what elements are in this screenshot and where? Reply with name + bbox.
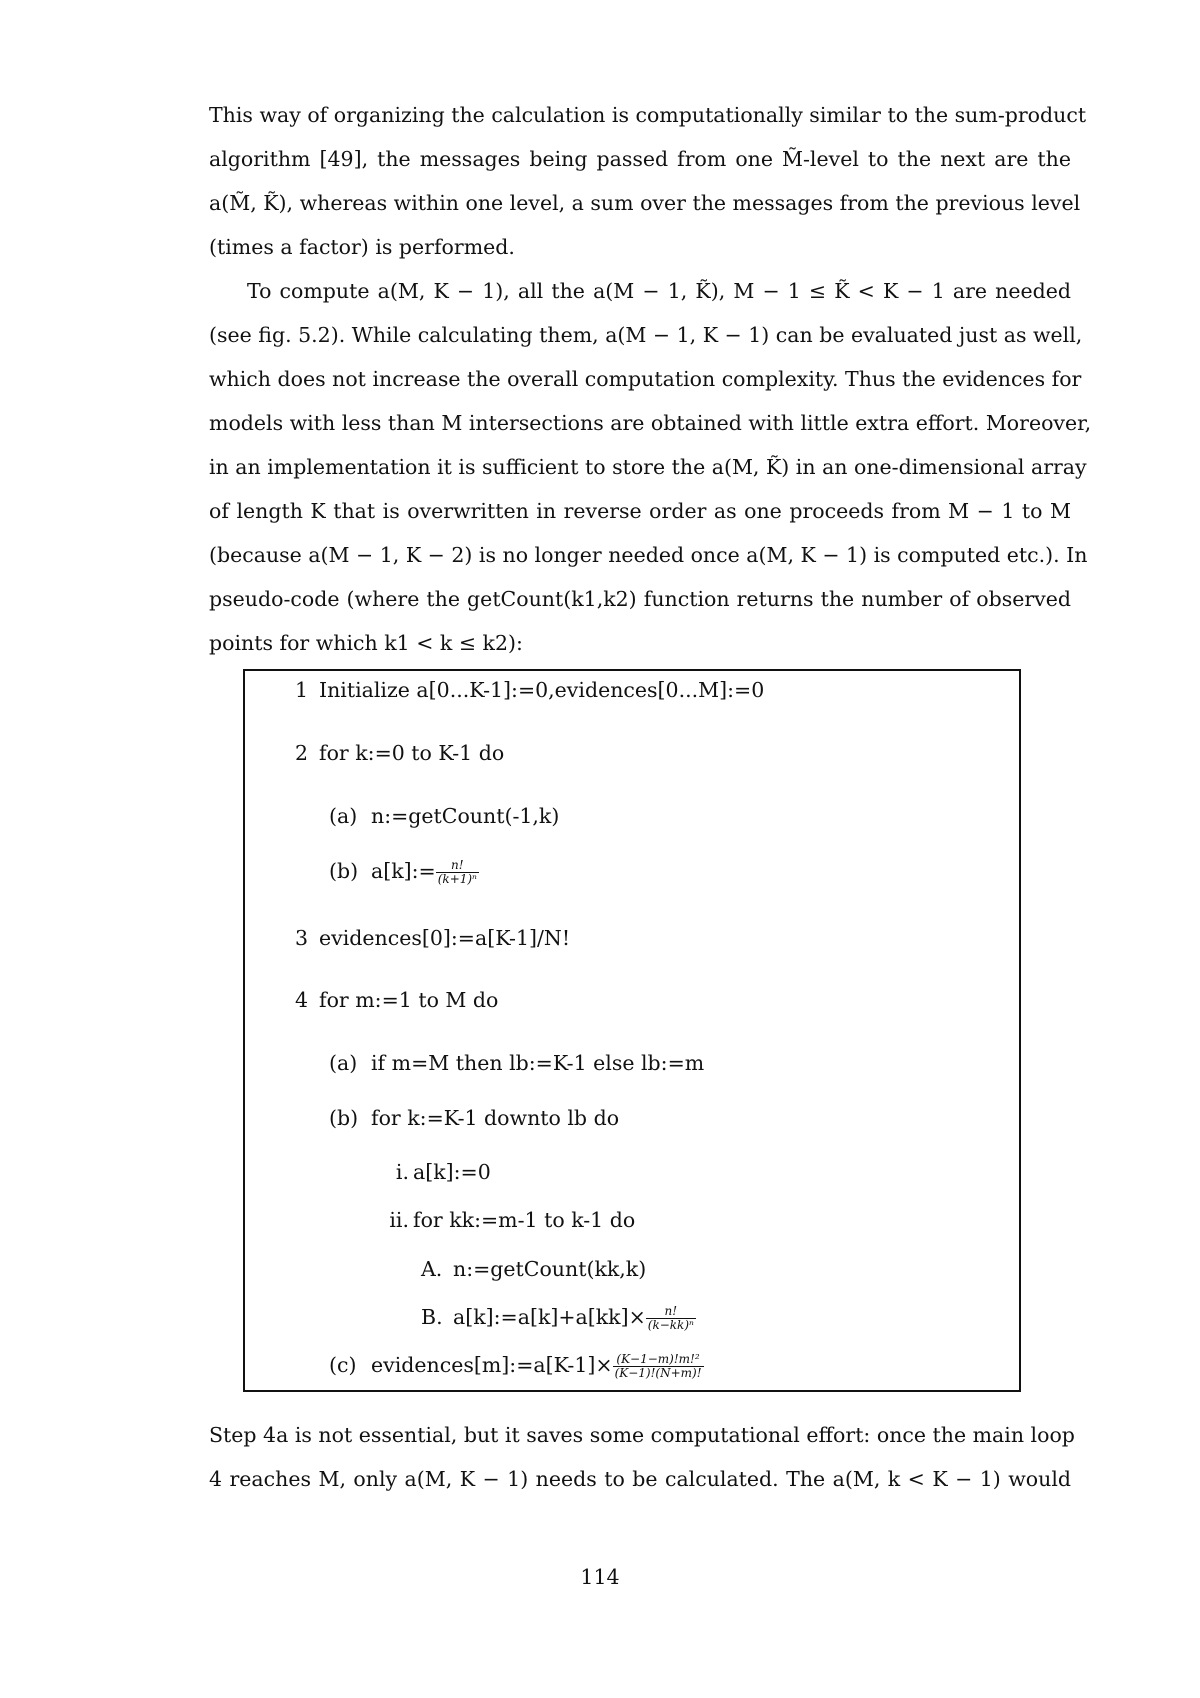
algo-step-4c xyxy=(329,1351,704,1380)
text-line: To compute a(M, K − 1), all the a(M − 1, K̃), M − 1 ≤ K̃ < K − 1 are needed xyxy=(247,279,1071,303)
step-text: a[k]:=0 xyxy=(413,1160,491,1184)
fraction xyxy=(613,1353,704,1380)
step-text: for k:=0 to K-1 do xyxy=(319,741,505,765)
step-text: a[k]:= xyxy=(371,859,436,883)
text-line: Step 4a is not essential, but it saves some computational effort: once the main loop xyxy=(209,1423,1075,1447)
step-label: ii. xyxy=(389,1208,409,1232)
step-label: B. xyxy=(421,1305,443,1329)
algo-step-4a xyxy=(329,1049,704,1077)
text-line: (because a(M − 1, K − 2) is no longer needed once a(M, K − 1) is computed etc.). In xyxy=(209,543,1088,567)
text-line: in an implementation it is sufficient to store the a(M, K̃) in an one-dimensional array xyxy=(209,455,1087,479)
algo-step-4b-ii-B xyxy=(421,1303,696,1332)
step-label: i. xyxy=(395,1160,409,1184)
step-text: if m=M then lb:=K-1 else lb:=m xyxy=(371,1051,705,1075)
text-line: of length K that is overwritten in reverse order as one proceeds from M − 1 to M xyxy=(209,499,1071,523)
pseudo-code-box xyxy=(243,669,1021,1392)
step-label: (b) xyxy=(329,859,359,883)
step-text: Initialize a[0...K-1]:=0,evidences[0...M]:=0 xyxy=(319,678,765,702)
step-text: a[k]:=a[k]+a[kk]× xyxy=(453,1305,646,1329)
text-line: a(M̃, K̃), whereas within one level, a sum over the messages from the previous level xyxy=(209,191,1081,215)
step-text: for m:=1 to M do xyxy=(319,988,499,1012)
text-line: 4 reaches M, only a(M, K − 1) needs to be calculated. The a(M, k < K − 1) would xyxy=(209,1467,1071,1491)
step-label: (a) xyxy=(329,1051,358,1075)
fraction-numerator: (K−1−m)!m!² xyxy=(613,1353,704,1367)
page-number: 114 xyxy=(580,1565,620,1589)
step-label: 4 xyxy=(295,988,309,1012)
text-line: which does not increase the overall computation complexity. Thus the evidences for xyxy=(209,367,1082,391)
algo-step-1 xyxy=(295,676,764,704)
text-line: (times a factor) is performed. xyxy=(209,235,515,259)
algo-step-4b-ii xyxy=(385,1206,635,1234)
step-text: for k:=K-1 downto lb do xyxy=(371,1106,620,1130)
algo-step-2 xyxy=(295,739,504,767)
algo-step-4 xyxy=(295,986,498,1014)
step-label: 1 xyxy=(295,678,309,702)
step-label: 2 xyxy=(295,741,309,765)
fraction xyxy=(436,859,479,886)
text-line: points for which k1 < k ≤ k2): xyxy=(209,631,523,655)
fraction-numerator: n! xyxy=(646,1305,696,1319)
step-text: evidences[0]:=a[K-1]/N! xyxy=(319,926,571,950)
step-text: n:=getCount(-1,k) xyxy=(371,804,560,828)
algo-step-4b xyxy=(329,1104,619,1132)
step-label: (a) xyxy=(329,804,358,828)
step-text: n:=getCount(kk,k) xyxy=(453,1257,647,1281)
step-label: (c) xyxy=(329,1353,357,1377)
algo-step-2a xyxy=(329,802,559,830)
step-text: evidences[m]:=a[K-1]× xyxy=(371,1353,613,1377)
fraction-denominator: (k+1)ⁿ xyxy=(437,872,477,886)
text-line: (see fig. 5.2). While calculating them, a(M − 1, K − 1) can be evaluated just as well, xyxy=(209,323,1083,347)
step-label: (b) xyxy=(329,1106,359,1130)
text-line: pseudo-code (where the getCount(k1,k2) function returns the number of observed xyxy=(209,587,1071,611)
algo-step-2b xyxy=(329,857,479,886)
algo-step-3 xyxy=(295,924,570,952)
fraction-denominator: (K−1)!(N+m)! xyxy=(614,1366,702,1380)
fraction-numerator: n! xyxy=(436,859,479,873)
algo-step-4b-ii-A xyxy=(421,1255,646,1283)
step-label: A. xyxy=(421,1257,443,1281)
fraction-denominator: (k−kk)ⁿ xyxy=(647,1318,694,1332)
fraction xyxy=(646,1305,696,1332)
text-line: This way of organizing the calculation is computationally similar to the sum-product xyxy=(209,103,1087,127)
text-line: algorithm [49], the messages being passed from one M̃-level to the next are the xyxy=(209,147,1071,171)
algo-step-4b-i xyxy=(385,1158,491,1186)
step-text: for kk:=m-1 to k-1 do xyxy=(413,1208,636,1232)
step-label: 3 xyxy=(295,926,309,950)
text-line: models with less than M intersections are obtained with little extra effort. Moreover, xyxy=(209,411,1092,435)
